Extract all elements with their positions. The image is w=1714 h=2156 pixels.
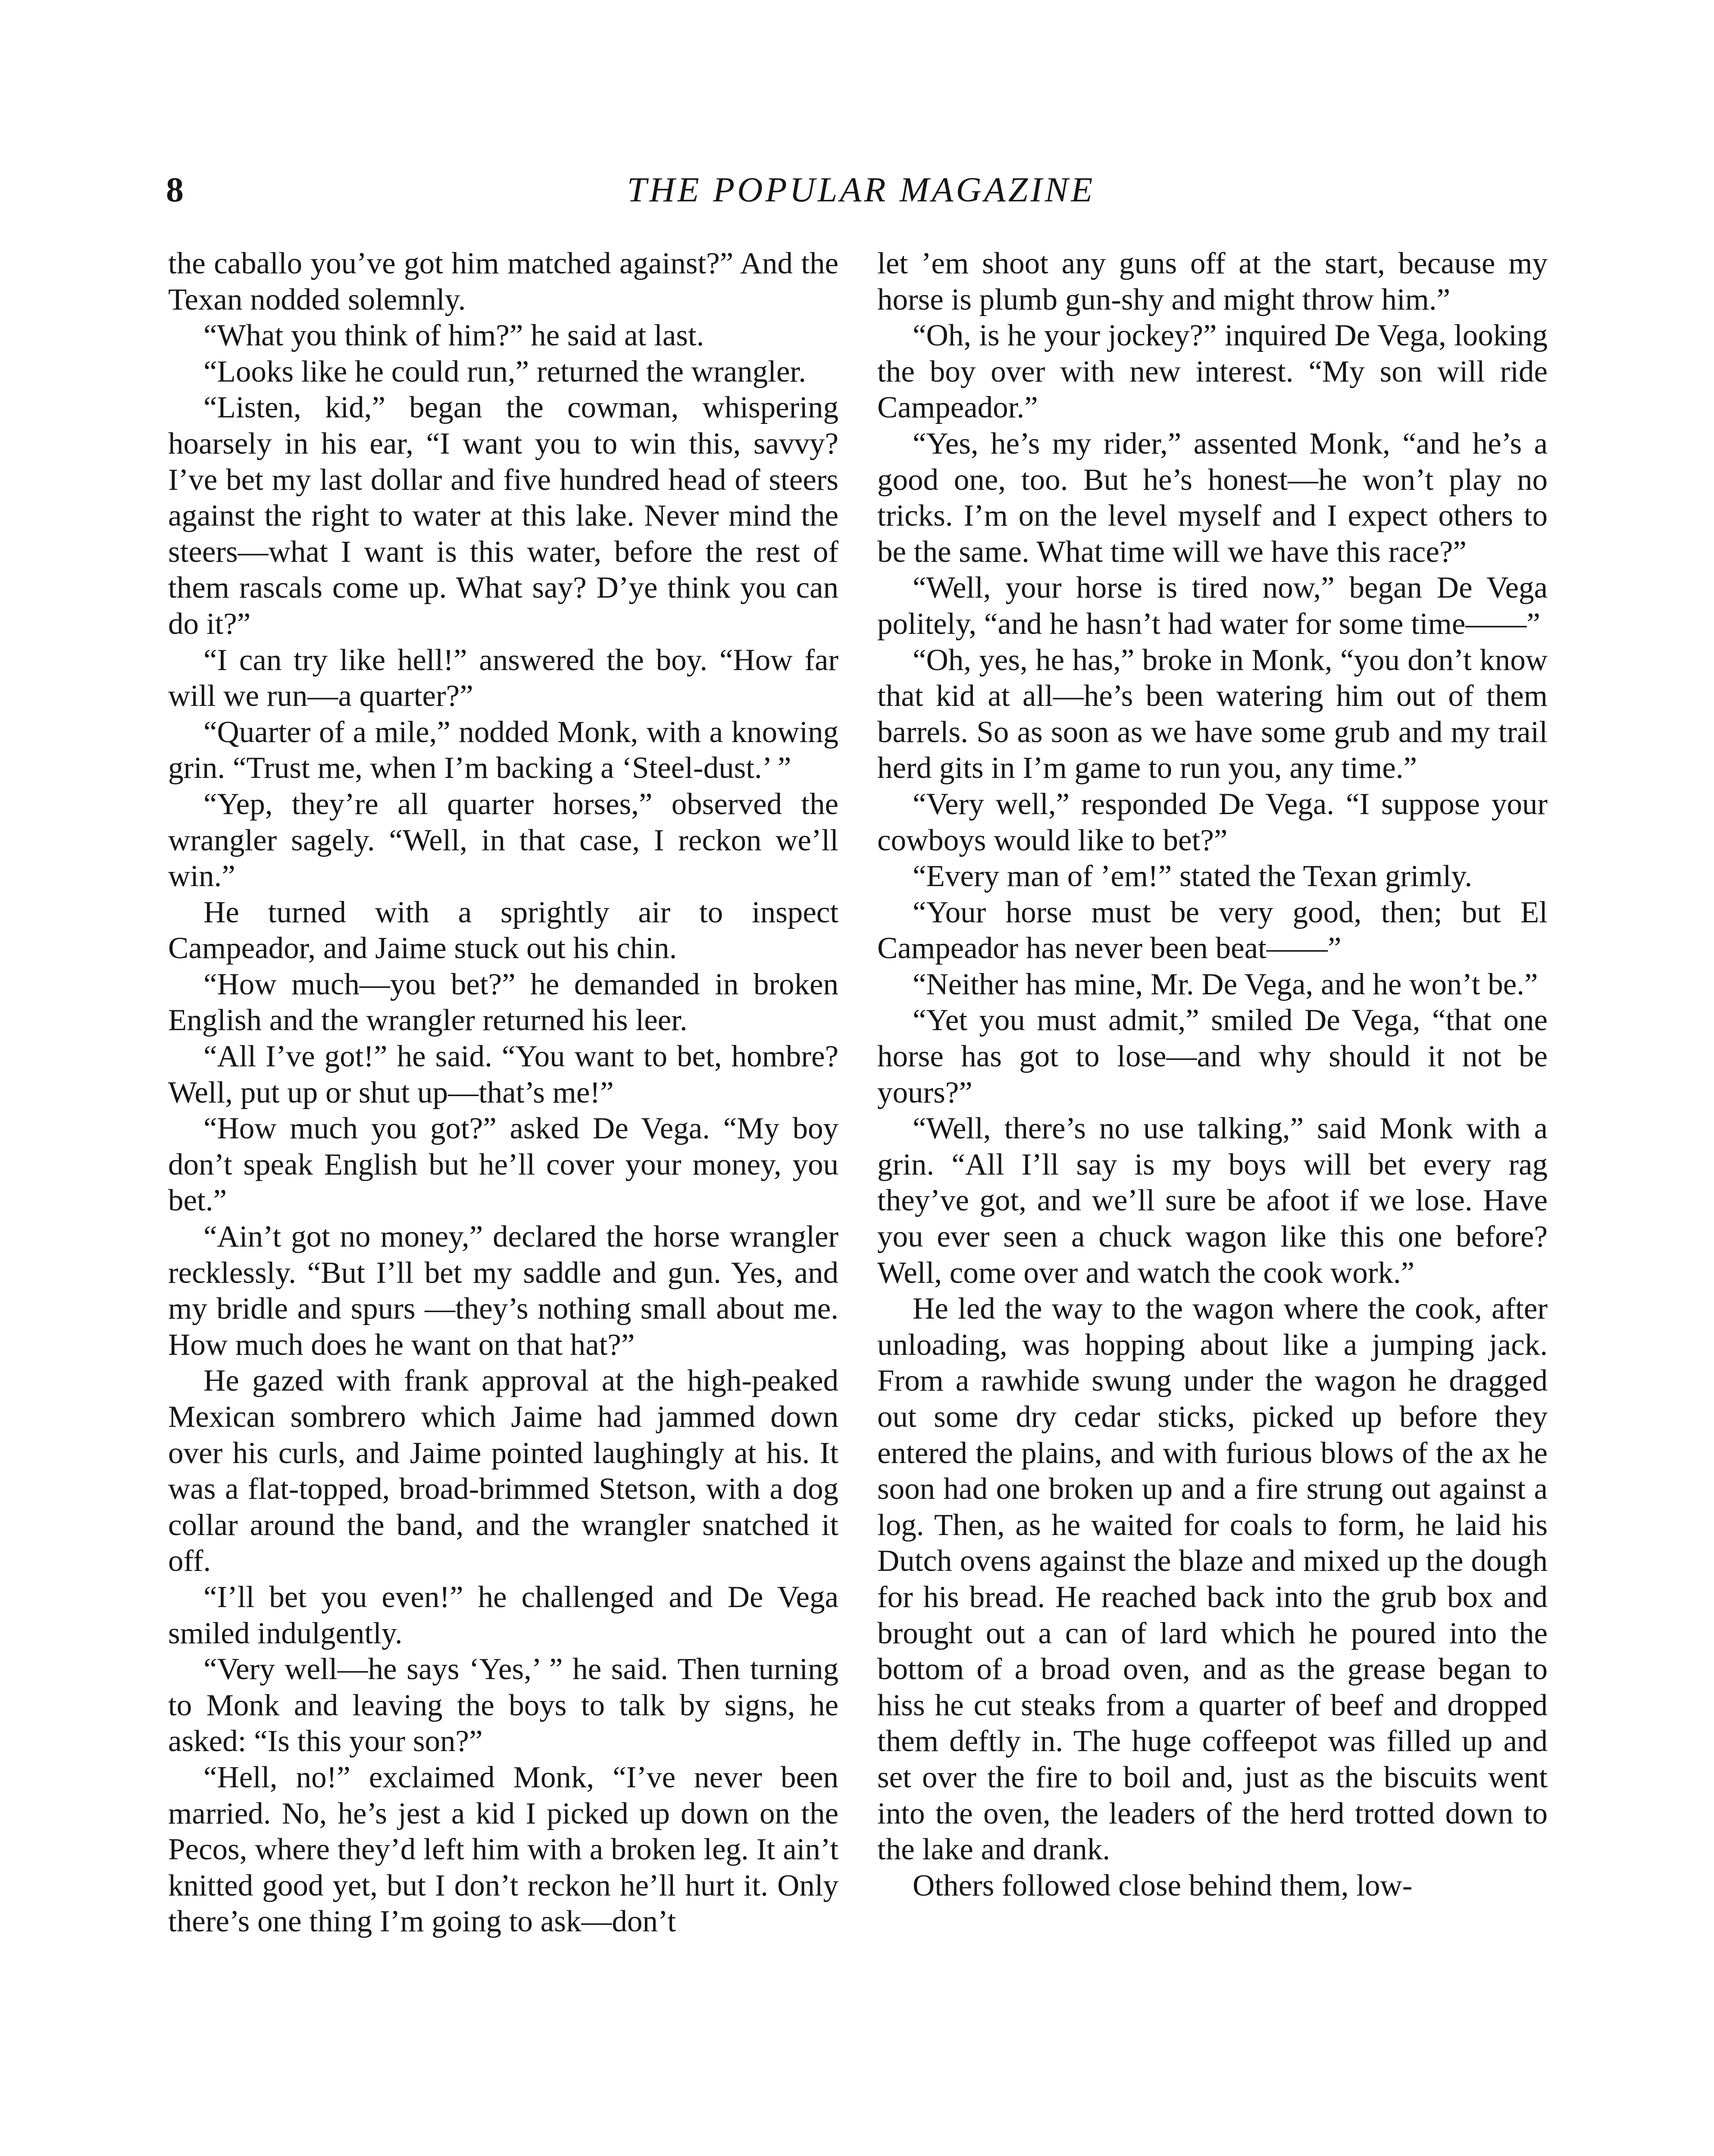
paragraph: “Yep, they’re all quarter horses,” observed the wrangler sagely. “Well, in that case, I reckon we’ll win.” <box>168 787 838 893</box>
paragraph: Others followed close behind them, low- <box>913 1868 1413 1902</box>
page-number: 8 <box>166 170 184 209</box>
paragraph: “I’ll bet you even!” he challenged and De Vega smiled indulgently. <box>168 1580 838 1650</box>
running-title: THE POPULAR MAGAZINE <box>627 170 1095 209</box>
paragraph: He turned with a sprightly air to inspect Campeador, and Jaime stuck out his chin. <box>168 895 838 965</box>
paragraph: “Very well—he says ‘Yes,’ ” he said. Then turning to Monk and leaving the boys to talk by signs, he asked: “Is this your son?” <box>168 1652 838 1758</box>
paragraph: “How much you got?” asked De Vega. “My boy don’t speak English but he’ll cover your money, you bet.” <box>168 1112 838 1218</box>
paragraph: let ’em shoot any guns off at the start, because my horse is plumb gun-shy and might throw him.” <box>877 247 1548 317</box>
paragraph: “Quarter of a mile,” nodded Monk, with a knowing grin. “Trust me, when I’m backing a ‘Steel-dust.’ ” <box>168 715 838 785</box>
paragraph: “Your horse must be very good, then; but El Campeador has never been beat——” <box>877 895 1548 965</box>
paragraph: “Yet you must admit,” smiled De Vega, “that one horse has got to lose—and why should it not be yours?” <box>877 1003 1548 1109</box>
paragraph: “Yes, he’s my rider,” assented Monk, “and he’s a good one, too. But he’s honest—he won’t play no tricks. I’m on the level myself and I expect others to be the same. What time will we have this race?” <box>877 426 1548 569</box>
paragraph: “How much—you bet?” he demanded in broken English and the wrangler returned his leer. <box>168 967 838 1037</box>
paragraph: “Every man of ’em!” stated the Texan grimly. <box>913 859 1473 893</box>
right-text-column <box>877 246 1548 1904</box>
paragraph: “Hell, no!” exclaimed Monk, “I’ve never been married. No, he’s jest a kid I picked up down on the Pecos, where they’d left him with a broken leg. It ain’t knitted good yet, but I don’t reckon he’ll hurt it. Only there’s one thing I’m going to ask—don’t <box>168 1760 838 1939</box>
paragraph: “All I’ve got!” he said. “You want to bet, hombre? Well, put up or shut up—that’s me!” <box>168 1040 838 1109</box>
paragraph: “Neither has mine, Mr. De Vega, and he won’t be.” <box>913 967 1538 1001</box>
paragraph: “Oh, yes, he has,” broke in Monk, “you don’t know that kid at all—he’s been watering him out of them barrels. So as soon as we have some grub and my trail herd gits in I’m game to run you, any time.” <box>877 643 1548 785</box>
paragraph: “Oh, is he your jockey?” inquired De Vega, looking the boy over with new interest. “My son will ride Campeador.” <box>877 319 1548 425</box>
paragraph: “What you think of him?” he said at last. <box>203 319 704 353</box>
paragraph: “Ain’t got no money,” declared the horse wrangler recklessly. “But I’ll bet my saddle and gun. Yes, and my bridle and spurs —they’s nothing small about me. How much does he want on that hat?” <box>168 1220 838 1362</box>
paragraph: “Well, there’s no use talking,” said Monk with a grin. “All I’ll say is my boys will bet every rag they’ve got, and we’ll sure be afoot if we lose. Have you ever seen a chuck wagon like this one before? Well, come over and watch the cook work.” <box>877 1112 1548 1290</box>
paragraph: “Listen, kid,” began the cowman, whispering hoarsely in his ear, “I want you to win this, savvy? I’ve bet my last dollar and five hundred head of steers against the right to water at this lake. Never mind the steers—what I want is this water, before the rest of them rascals come up. What say? D’ye think you can do it?” <box>168 391 838 641</box>
paragraph: He gazed with frank approval at the high-peaked Mexican sombrero which Jaime had jammed down over his curls, and Jaime pointed laughingly at his. It was a flat-topped, broad-brimmed Stetson, with a dog collar around the band, and the wrangler snatched it off. <box>168 1364 838 1578</box>
paragraph: He led the way to the wagon where the cook, after unloading, was hopping about like a jumping jack. From a rawhide swung under the wagon he dragged out some dry cedar sticks, picked up before they entered the plains, and with furious blows of the ax he soon had one broken up and a fire strung out against a log. Then, as he waited for coals to form, he laid his Dutch ovens against the blaze and mixed up the dough for his bread. He reached back into the grub box and brought out a can of lard which he poured into the bottom of a broad oven, and as the grease began to hiss he cut steaks from a quarter of beef and dropped them deftly in. The huge coffeepot was filled up and set over the fire to boil and, just as the biscuits went into the oven, the leaders of the herd trotted down to the lake and drank. <box>877 1292 1548 1867</box>
paragraph: the caballo you’ve got him matched against?” And the Texan nodded solemnly. <box>168 247 838 317</box>
paragraph: “Very well,” responded De Vega. “I suppose your cowboys would like to bet?” <box>877 787 1548 857</box>
left-text-column <box>168 246 838 1940</box>
page-header <box>166 166 1556 213</box>
paragraph: “Looks like he could run,” returned the wrangler. <box>203 354 806 389</box>
paragraph: “I can try like hell!” answered the boy. “How far will we run—a quarter?” <box>168 643 838 713</box>
paragraph: “Well, your horse is tired now,” began De Vega politely, “and he hasn’t had water for some time——” <box>877 571 1548 641</box>
